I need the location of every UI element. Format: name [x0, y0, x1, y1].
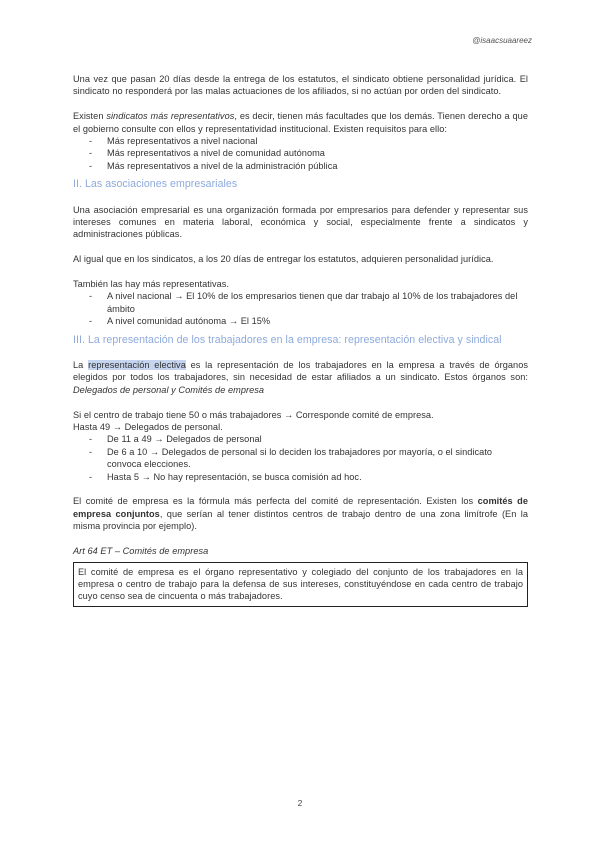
page-number: 2 [297, 798, 303, 808]
paragraph-employer-association: Una asociación empresarial es una organización formada por empresarios para defender y representar sus intereses comunes en materia laboral, económica y social, especialmente frente a sindicatos y administraciones públicas. [73, 204, 528, 240]
p8-pre: El comité de empresa es la fórmula más perfecta del comité de representación. Existen los [73, 496, 478, 507]
highlighted-term: representación electiva [88, 360, 186, 371]
paragraph-legal-personality-employers: Al igual que en los sindicatos, a los 20 días de entregar los estatutos, adquieren personalidad jurídica. [73, 254, 494, 265]
list-item: - Más representativos a nivel nacional [73, 135, 528, 147]
list-item: - A nivel comunidad autónoma → El 15% [73, 315, 528, 327]
p2-post: , es decir, tienen más facultades que los demás. Tienen derecho a que el gobierno consulte con ellos y representatividad institucional. Existen requisitos para ello: [73, 111, 528, 134]
list-item: - Más representativos a nivel de la administración pública [73, 160, 528, 172]
paragraph-also-representative: También las hay más representativas. [73, 279, 230, 290]
p8-bold: comités de empresa conjuntos [73, 496, 528, 519]
p6-emphasis: Delegados de personal y Comités de empresa [73, 384, 265, 395]
paragraph-thresholds-line1: Si el centro de trabajo tiene 50 o más trabajadores → Corresponde comité de empresa. [73, 409, 434, 420]
list-item: - Hasta 5 → No hay representación, se busca comisión ad hoc. [73, 471, 528, 483]
p6-mid: es la representación de los trabajadores en la empresa a través de órganos elegidos por todos los trabajadores, sin necesidad de estar afiliados a un sindicato. Estos órganos son: [73, 360, 528, 383]
p2-pre: Existen [73, 111, 107, 122]
paragraph-thresholds-line2: Hasta 49 → Delegados de personal. [73, 422, 223, 433]
page-content [73, 73, 528, 607]
header-handle: @isaacsuaareez [472, 36, 532, 45]
p6-pre: La [73, 360, 89, 371]
requirements-list [73, 135, 528, 172]
paragraph-joint-committees [73, 495, 528, 532]
paragraph-legal-personality: Una vez que pasan 20 días desde la entrega de los estatutos, el sindicato obtiene personalidad jurídica. El sindicato no responderá por las malas actuaciones de los afiliados, si no actúan por orden del sindicato. [73, 74, 528, 97]
paragraph-elective-representation [73, 359, 528, 396]
list-item: - Más representativos a nivel de comunidad autónoma [73, 147, 528, 159]
paragraph-most-representative [73, 110, 528, 135]
p2-emphasis: sindicatos más representativos [106, 111, 235, 122]
article-title: Art 64 ET – Comités de empresa [73, 546, 209, 557]
representative-levels-list [73, 290, 528, 327]
section-heading-employer-associations: II. Las asociaciones empresariales [73, 178, 238, 191]
p8-post: , que serían al tener distintos centros de trabajo dentro de una zona limítrofe (En la misma provincia por ejemplo). [73, 508, 528, 532]
list-item: - De 6 a 10 → Delegados de personal si lo deciden los trabajadores por mayoría, o el sindicato convoca elecciones. [73, 446, 528, 471]
list-item: - A nivel nacional → El 10% de los empresarios tienen que dar trabajo al 10% de los trabajadores del ámbito [73, 290, 528, 315]
article-quote-box: El comité de empresa es el órgano representativo y colegiado del conjunto de los trabajadores en la empresa o centro de trabajo para la defensa de sus intereses, constituyéndose en cada centro de trabajo cuyo censo sea de cincuenta o más trabajadores. [73, 562, 528, 607]
list-item: - De 11 a 49 → Delegados de personal [73, 433, 528, 445]
section-heading-worker-representation: III. La representación de los trabajadores en la empresa: representación electiva y sindical [73, 333, 502, 346]
thresholds-list [73, 433, 528, 483]
